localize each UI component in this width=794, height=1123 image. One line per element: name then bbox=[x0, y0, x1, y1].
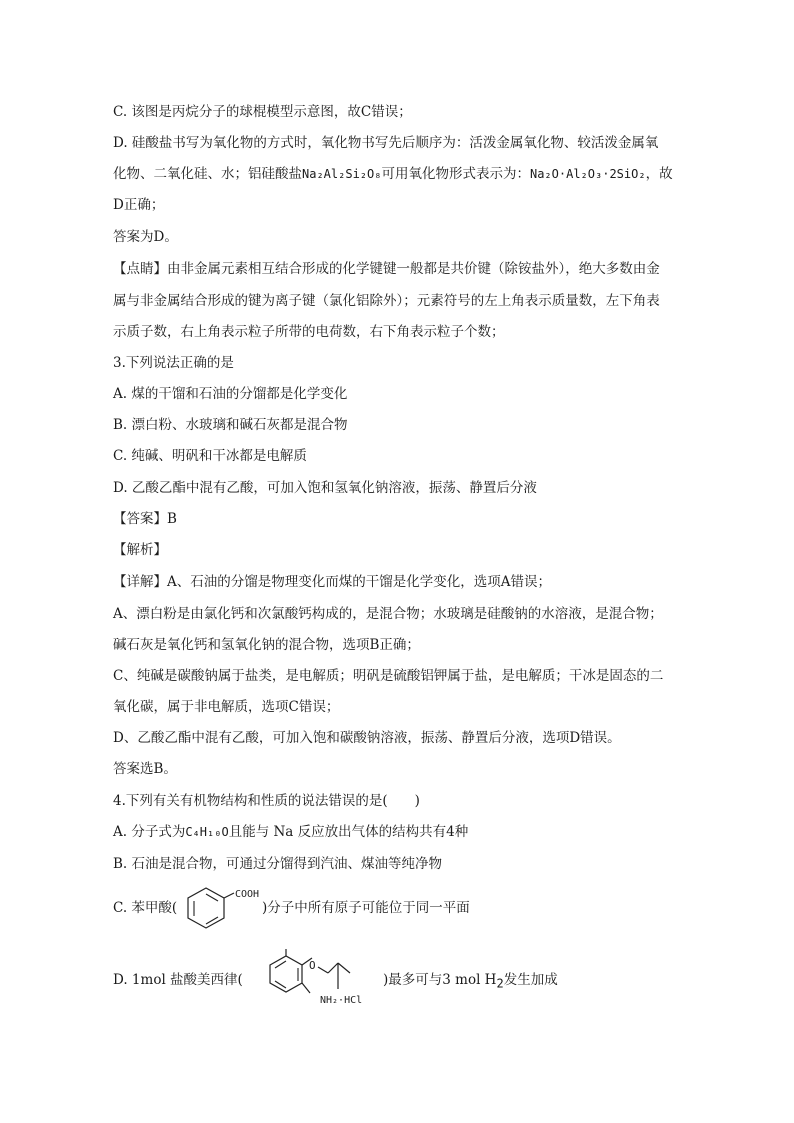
text-line: 碱石灰是氧化钙和氢氧化钠的混合物，选项B正确； bbox=[113, 637, 420, 653]
text-line: C. 该图是丙烷分子的球棍模型示意图，故C错误； bbox=[113, 104, 412, 120]
formula-oxide-form: Na₂O·Al₂O₃·2SiO₂ bbox=[529, 167, 646, 181]
text-span: 且能与 Na 反应放出气体的结构共有4种 bbox=[228, 824, 469, 840]
text-line: D正确； bbox=[113, 197, 165, 213]
option-c-prefix: C. 苯甲酸( bbox=[113, 900, 178, 916]
option-b: B. 石油是混合物，可通过分馏得到汽油、煤油等纯净物 bbox=[113, 856, 443, 872]
formula-c4h10o: C₄H₁₀O bbox=[185, 825, 229, 839]
text-line: 答案为D。 bbox=[113, 229, 178, 245]
formula-silicate: Na₂Al₂Si₂O₈ bbox=[302, 167, 382, 181]
mexiletine-structure bbox=[248, 945, 383, 1007]
analysis-label: 【解析】 bbox=[113, 542, 167, 558]
option-c: C. 纯碱、明矾和干冰都是电解质 bbox=[113, 448, 307, 464]
question-4-title: 4.下列有关有机物结构和性质的说法错误的是( ) bbox=[113, 793, 420, 809]
text-line: 氧化碳，属于非电解质，选项C错误； bbox=[113, 699, 340, 715]
cooh-label: COOH bbox=[235, 889, 260, 900]
text-span: A. 分子式为 bbox=[113, 824, 186, 840]
text-line: A、漂白粉是由氯化钙和次氯酸钙构成的，是混合物；水玻璃是硅酸钠的水溶液，是混合物； bbox=[113, 606, 663, 622]
amine-label: NH₂·HCl bbox=[320, 995, 363, 1006]
text-line: C、纯碱是碳酸钠属于盐类，是电解质；明矾是硫酸铝钾属于盐，是电解质；干冰是固态的二 bbox=[113, 668, 664, 684]
text-span: )最多可与3 mol H bbox=[383, 972, 497, 988]
answer-label: 【答案】B bbox=[113, 511, 177, 527]
option-d-suffix bbox=[383, 971, 558, 989]
text-line: 示质子数，右上角表示粒子所带的电荷数，右下角表示粒子个数； bbox=[113, 324, 505, 340]
option-a bbox=[113, 823, 468, 841]
text-line bbox=[113, 165, 673, 183]
option-c-suffix: )分子中所有原子可能位于同一平面 bbox=[262, 900, 470, 916]
option-d: D. 乙酸乙酯中混有乙酸，可加入饱和氢氧化钠溶液，振荡、静置后分液 bbox=[113, 480, 537, 496]
benzoic-acid-structure bbox=[178, 885, 273, 931]
text-span: 化物、二氧化硅、水；铝硅酸盐 bbox=[113, 166, 302, 182]
ether-o-label: O bbox=[309, 959, 316, 972]
option-b: B. 漂白粉、水玻璃和碱石灰都是混合物 bbox=[113, 417, 348, 433]
text-line: 【点睛】由非金属元素相互结合形成的化学键键一般都是共价键（除铵盐外），绝大多数由金 bbox=[113, 261, 660, 277]
option-a: A. 煤的干馏和石油的分馏都是化学变化 bbox=[113, 386, 348, 402]
text-line: D. 硅酸盐书写为氧化物的方式时，氧化物书写先后顺序为：活泼金属氧化物、较活泼金属氧 bbox=[113, 135, 659, 151]
text-span: ，故 bbox=[645, 166, 673, 182]
subscript: 2 bbox=[496, 976, 504, 991]
text-line: 【详解】A、石油的分馏是物理变化而煤的干馏是化学变化，选项A错误； bbox=[113, 574, 551, 590]
text-span: 发生加成 bbox=[503, 972, 558, 988]
option-d-prefix: D. 1mol 盐酸美西律( bbox=[113, 972, 243, 988]
text-line: 属与非金属结合形成的键为离子键（氯化铝除外）；元素符号的左上角表示质量数，左下角表 bbox=[113, 293, 660, 309]
text-span: 可用氧化物形式表示为： bbox=[381, 166, 530, 182]
question-3-title: 3.下列说法正确的是 bbox=[113, 355, 234, 371]
text-line: 答案选B。 bbox=[113, 761, 177, 777]
text-line: D、乙酸乙酯中混有乙酸，可加入饱和碳酸钠溶液，振荡、静置后分液，选项D错误。 bbox=[113, 730, 621, 746]
